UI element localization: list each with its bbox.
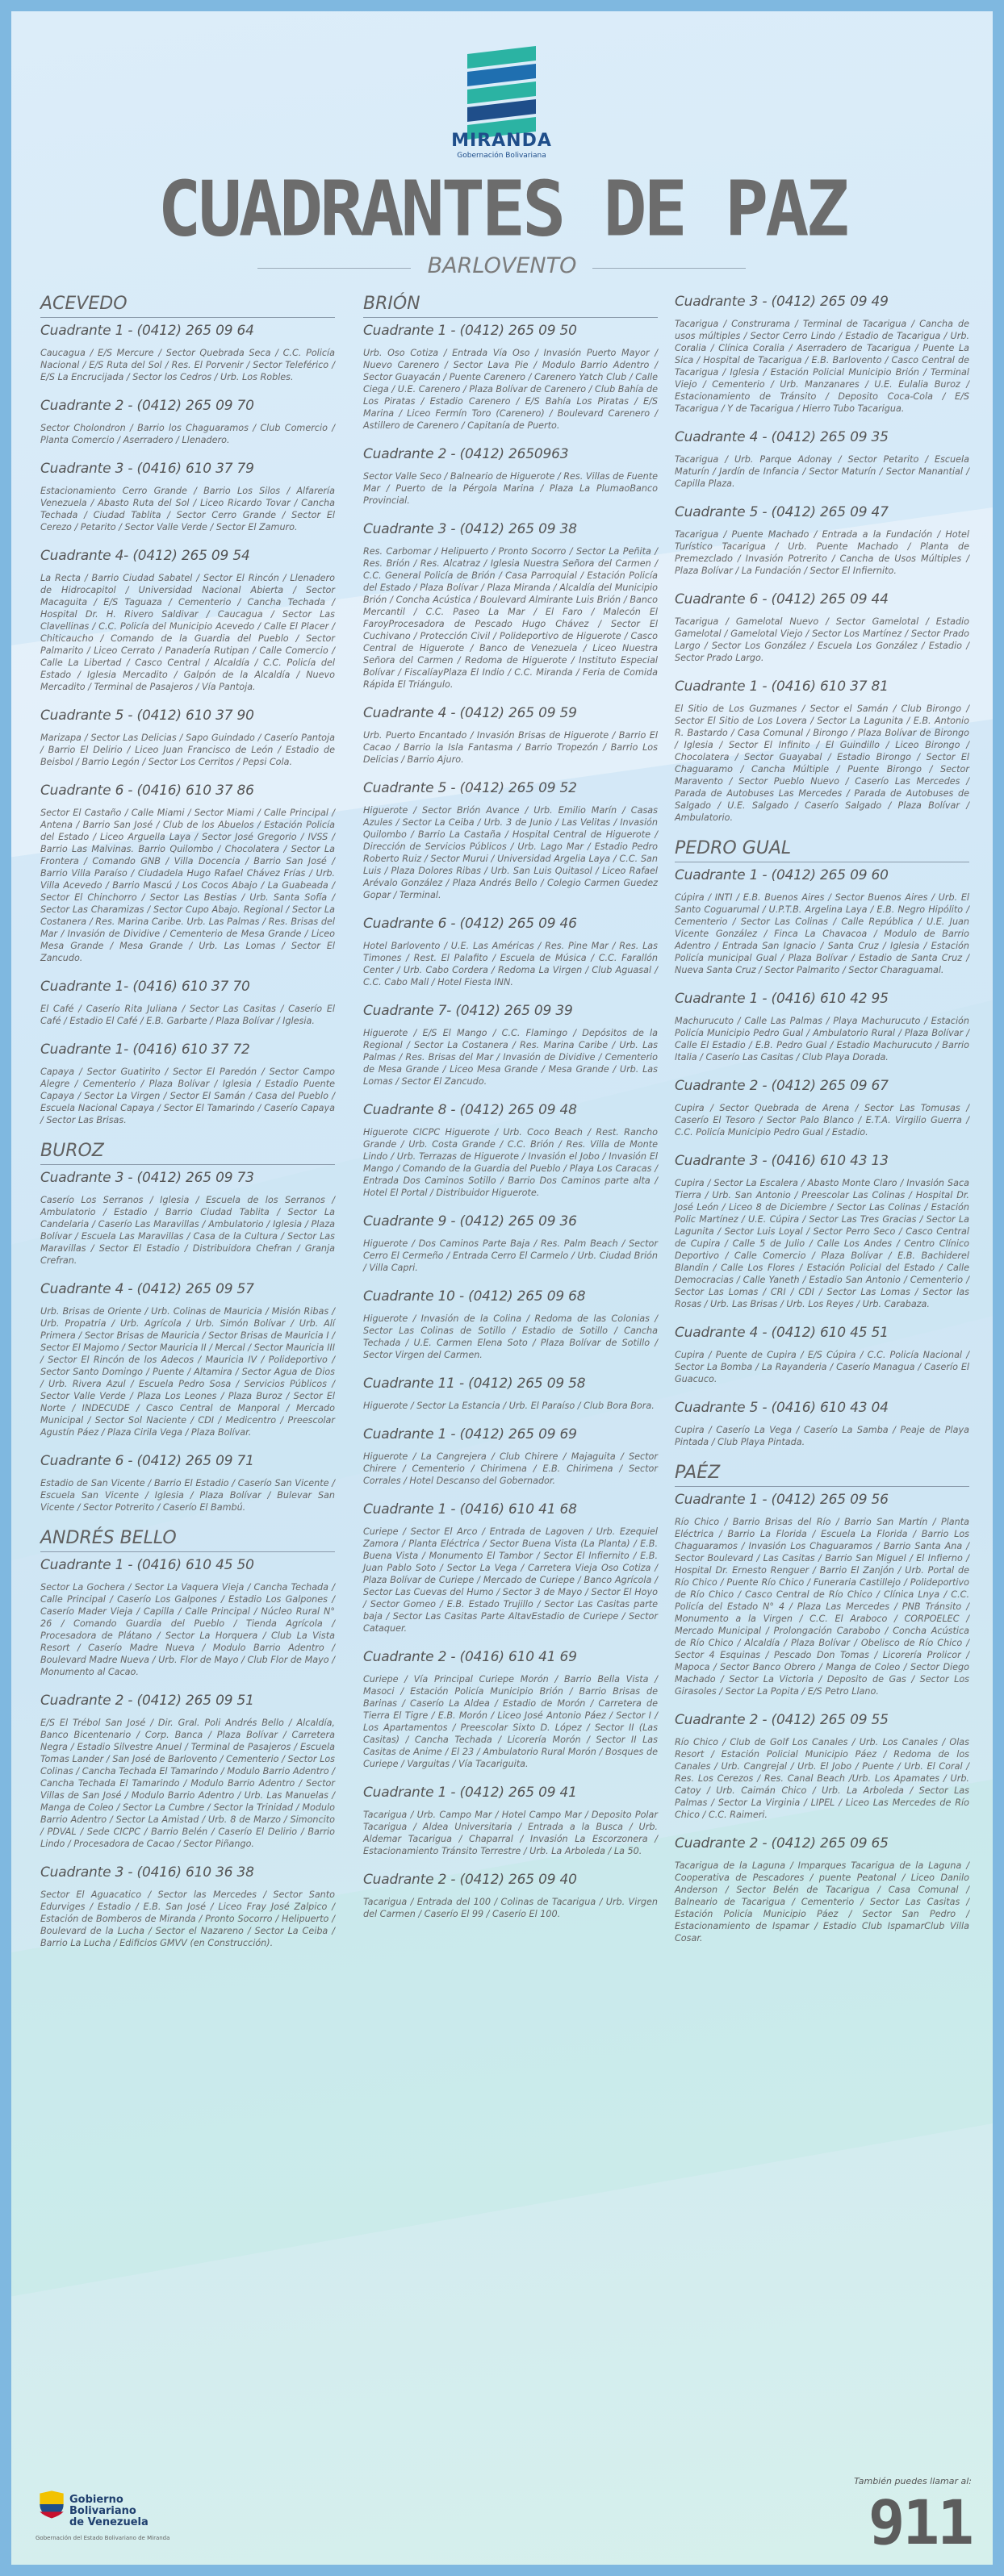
quadrant-block bbox=[40, 1170, 335, 1267]
quadrant-phone: Cuadrante 3 - (0416) 610 37 79 bbox=[40, 461, 254, 477]
divider bbox=[40, 1164, 335, 1165]
quadrant-areas: Higuerote / Sector La Estancia / Urb. El Paraíso / Club Bora Bora. bbox=[363, 1401, 655, 1411]
quadrant-phone: Cuadrante 5 - (0412) 265 09 47 bbox=[675, 504, 889, 520]
municipality-title: ACEVEDO bbox=[40, 294, 128, 314]
quadrant-phone: Cuadrante 11 - (0412) 265 09 58 bbox=[363, 1376, 586, 1392]
quadrant-areas: La Recta / Barrio Ciudad Sabatel / Sector El Rincón / Llenadero de Hidrocapitol / Universidad Nacional Abierta / Sector Macaguita / E/S Taguaza / Cementerio / Cancha Techada / Hospital Dr. H. Rivero Saldivar / Caucagua / Sector Las Clavellinas / C.C. Policía del Municipio Acevedo / Calle El Placer / Chiticaucho / Comando de la Guardia del Pueblo / Sector Palmarito / Liceo Cerrato / Panadería Rutipan / Calle Comercio / Calle La Libertad / Casco Central / Alcaldía / C.C. Policía del Estado / Iglesia Mercadito / Galpón de la Alcaldía / Nuevo Mercadito / Terminal de Pasajeros / Vía Pantoja. bbox=[40, 573, 335, 692]
quadrant-block bbox=[675, 867, 969, 976]
quadrant-areas: Tacarigua / Gamelotal Nuevo / Sector Gamelotal / Estadio Gamelotal / Gamelotal Viejo / Sector Los Martínez / Sector Prado Largo / Sector Los González / Escuela Los González / Estadio / Sector Prado Largo. bbox=[675, 616, 969, 663]
quadrant-block bbox=[363, 323, 658, 432]
quadrant-areas: Estadio de San Vicente / Barrio El Estadio / Caserío San Vicente / Escuela San Vicente / Iglesia / Plaza Bolívar / Bulevar San Vicente / Sector Potrerito / Caserío El Bambú. bbox=[40, 1478, 335, 1513]
quadrant-areas: Machurucuto / Calle Las Palmas / Playa Machurucuto / Estación Policía Municipio Pedro Gual / Ambulatorio Rural / Plaza Bolívar / Calle El Estadio / E.B. Pedro Gual / Estadio Machurucuto / Barrio Italia / Caserío Las Casitas / Club Playa Dorada. bbox=[675, 1016, 969, 1063]
quadrant-areas: Tacarigua / Puente Machado / Entrada a la Fundación / Hotel Turístico Tacarigua / Urb. Puente Machado / Planta de Premezclado / Invasión Potrerito / Cancha de Usos Múltiples / Plaza Bolívar / La Fundación / Sector El Infiernito. bbox=[675, 529, 969, 576]
municipality-title: ANDRÉS BELLO bbox=[40, 1528, 177, 1548]
quadrant-block bbox=[675, 1492, 969, 1697]
quadrant-block bbox=[363, 1501, 658, 1635]
quadrant-phone: Cuadrante 4- (0412) 265 09 54 bbox=[40, 548, 250, 564]
quadrant-areas: Caserío Los Serranos / Iglesia / Escuela de los Serranos / Ambulatorio / Estadio / Barrio Ciudad Tablita / Sector La Candelaria / Caserío Las Maravillas / Ambulatorio / Iglesia / Plaza Bolívar / Escuela Las Maravillas / Casa de la Cultura / Sector Las Maravillas / Sector El Estadio / Distribuidora Chefran / Granja Crefran. bbox=[40, 1195, 335, 1266]
quadrant-areas: Río Chico / Barrio Brisas del Río / Barrio San Martín / Planta Eléctrica / Barrio La Florida / Escuela La Florida / Barrio Los Chaguaramos / Invasión Los Chaguaramos / Barrio Santa Ana / Sector Boulevard / Las Casitas / Barrio San Miguel / El Infierno / Hospital Dr. Ernesto Renguer / Barrio El Zanjón / Urb. Portal de Río Chico / Puente Río Chico / Funeraria Castillejo / Polideportivo de Río Chico / Casco Central de Río Chico / Clínica Lnya / C.C. Policía del Estado N° 4 / Plaza Las Mercedes / PNB Tránsito / Monumento a la Virgen / C.C. El Araboco / CORPOELEC / Mercado Municipal / Prolongación Carabobo / Concha Acústica de Río Chico / Alcaldía / Plaza Bolívar / Obelisco de Río Chico / Sector 4 Esquinas / Pescado Don Tomas / Licorería Prolicor / Mapoca / Sector Banco Obrero / Manga de Coleo / Sector Diego Machado / Sector La Victoria / Deposito de Gas / Sector Los Girasoles / Sector La Popita / E/S Petro Llano. bbox=[675, 1517, 969, 1697]
quadrant-phone: Cuadrante 10 - (0412) 265 09 68 bbox=[363, 1288, 586, 1305]
quadrant-areas: Urb. Brisas de Oriente / Urb. Colinas de Mauricia / Misión Ribas / Urb. Propatria / Urb. Agrícola / Urb. Simón Bolívar / Urb. Alí Primera / Sector Brisas de Mauricia / Sector Brisas de Mauricia I / Sector El Majomo / Sector Mauricia II / Mercal / Sector Mauricia III / Sector El Rincón de los Adecos / Mauricia IV / Polideportivo / Sector Santo Domingo / Puente / Altamira / Sector Agua de Dios / Urb. Rivera Azul / Escuela Pedro Sosa / Servicios Públicos / Sector Valle Verde / Plaza Los Leones / Plaza Buroz / Sector El Norte / INDECUDE / Casco Central de Manporal / Mercado Municipal / Sector Sol Naciente / CDI / Medicentro / Preescolar Agustín Páez / Plaza Cirila Vega / Plaza Bolívar. bbox=[40, 1306, 335, 1438]
quadrant-areas: Marizapa / Sector Las Delicias / Sapo Guindado / Caserío Pantoja / Barrio El Delirio / Liceo Juan Francisco de León / Estadio de Beisbol / Barrio Legón / Sector Los Cerritos / Pepsi Cola. bbox=[40, 733, 335, 767]
quadrant-areas: Sector El Castaño / Calle Miami / Sector Miami / Calle Principal / Antena / Barrio San José / Club de los Abuelos / Estación Policía del Estado / Liceo Arguella Laya / Sector José Gregorio / IVSS / Barrio Las Malvinas. Barrio Quilombo / Chocolatera / Sector La Frontera / Comando GNB / Villa Docencia / Barrio San José / Barrio Villa Paraíso / Ciudadela Hugo Rafael Chávez Frías / Urb. Villa Acevedo / Barrio Mascú / Los Cocos Abajo / La Guabeada / Sector El Chinchorro / Sector Las Bestias / Urb. Santa Sofía / Sector Las Charamizas / Sector Cupo Abajo. Regional / Sector La Costanera / Res. Marina Caribe. Urb. Las Palmas / Res. Brisas del Mar / Invasión de Dividive / Cementerio de Mesa Grande / Liceo Mesa Grande / Mesa Grande / Urb. Las Lomas / Sector El Zancudo. bbox=[40, 808, 335, 963]
quadrant-phone: Cuadrante 2 - (0412) 2650963 bbox=[363, 446, 569, 462]
column-1 bbox=[40, 294, 335, 1964]
quadrant-phone: Cuadrante 6 - (0412) 265 09 46 bbox=[363, 916, 577, 932]
quadrant-areas: Tacarigua / Construrama / Terminal de Tacarigua / Cancha de usos múltiples / Sector Cerro Lindo / Estadio de Tacarigua / Urb. Coralia / Clínica Coralia / Aserradero de Tacarigua / Puente La Sica / Hospital de Tacarigua / E.B. Barlovento / Casco Central de Tacarigua / Iglesia / Estación Policial Municipio Brión / Terminal Viejo / Cementerio / Urb. Manzanares / U.E. Eulalia Buroz / Estacionamiento de Tránsito / Deposito Coca-Cola / E/S Tacarigua / Y de Tacarigua / Hierro Tubo Tacarigua. bbox=[675, 319, 969, 414]
quadrant-areas: Cupira / Caserío La Vega / Caserío La Samba / Peaje de Playa Pintada / Club Playa Pintada. bbox=[675, 1425, 969, 1447]
municipality-title: PEDRO GUAL bbox=[675, 838, 792, 858]
quadrant-areas: Cupira / Puente de Cupira / E/S Cúpira / C.C. Policía Nacional / Sector La Bomba / La Rayanderia / Caserío Managua / Caserío El Guacuco. bbox=[675, 1350, 969, 1384]
quadrant-areas: Hotel Barlovento / U.E. Las Américas / Res. Pine Mar / Res. Las Timones / Rest. El Palafito / Escuela de Música / C.C. Farallón Center / Urb. Cabo Cordera / Redoma La Virgen / Club Aguasal / C.C. Cabo Mall / Hotel Fiesta INN. bbox=[363, 941, 658, 987]
quadrant-block bbox=[40, 1281, 335, 1438]
quadrant-block bbox=[363, 1376, 658, 1412]
divider bbox=[40, 317, 335, 318]
divider bbox=[363, 317, 658, 318]
quadrant-phone: Cuadrante 6 - (0412) 265 09 44 bbox=[675, 591, 889, 607]
quadrant-block bbox=[40, 548, 335, 693]
quadrant-block bbox=[363, 521, 658, 691]
quadrant-phone: Cuadrante 2 - (0416) 610 41 69 bbox=[363, 1649, 577, 1665]
quadrant-areas: Tacarigua / Urb. Campo Mar / Hotel Campo Mar / Deposito Polar Tacarigua / Aldea Universitaria / Entrada a la Busca / Urb. Aldemar Tacarigua / Chaparral / Invasión La Escorzonera / Estacionamiento Tránsito Terrestre / Urb. La Arboleda / La 50. bbox=[363, 1810, 658, 1856]
quadrant-areas: Caucagua / E/S Mercure / Sector Quebrada Seca / C.C. Policía Nacional / E/S Ruta del Sol / Res. El Porvenir / Sector Teleférico / E/S La Encrucijada / Sector los Cedros / Urb. Los Robles. bbox=[40, 348, 335, 382]
quadrant-areas: Higuerote / La Cangrejera / Club Chirere / Majaguita / Sector Chirere / Cementerio / Chirimena / E.B. Chirimena / Sector Corrales / Hotel Descanso del Gobernador. bbox=[363, 1451, 658, 1486]
quadrant-areas: Higuerote / Dos Caminos Parte Baja / Res. Palm Beach / Sector Cerro El Cermeño / Entrada Cerro El Carmelo / Urb. Ciudad Brión / Villa Capri. bbox=[363, 1238, 658, 1273]
quadrant-phone: Cuadrante 1 - (0416) 610 45 50 bbox=[40, 1557, 254, 1573]
quadrant-block bbox=[675, 678, 969, 824]
quadrant-phone: Cuadrante 2 - (0412) 265 09 67 bbox=[675, 1078, 889, 1094]
quadrant-block bbox=[675, 294, 969, 415]
quadrant-block bbox=[675, 1835, 969, 1944]
quadrant-areas: Curiepe / Vía Principal Curiepe Morón / Barrio Bella Vista / Masoci / Estación Policía Municipio Brión / Barrio Brisas de Barinas / Caserío La Aldea / Estadio de Morón / Carretera de Tierra El Tigre / E.B. Morón / Liceo José Antonio Páez / Sector I / Los Apartamentos / Preescolar Sixto D. López / Sector II (Las Casitas) / Cancha Techada / Licorería Morón / Sector II Las Casitas de Anime / El 23 / Ambulatorio Rural Morón / Bosques de Curiepe / Varguitas / Vía Tacariguita. bbox=[363, 1674, 658, 1769]
municipality-title: BUROZ bbox=[40, 1141, 104, 1161]
quadrant-block bbox=[40, 398, 335, 446]
quadrant-block bbox=[363, 1785, 658, 1857]
divider bbox=[40, 1551, 335, 1552]
quadrant-phone: Cuadrante 3 - (0412) 265 09 38 bbox=[363, 521, 577, 537]
quadrant-phone: Cuadrante 4 - (0412) 265 09 57 bbox=[40, 1281, 254, 1297]
quadrant-block bbox=[40, 461, 335, 533]
quadrant-phone: Cuadrante 3 - (0412) 265 09 73 bbox=[40, 1170, 254, 1186]
quadrant-phone: Cuadrante 1 - (0412) 265 09 64 bbox=[40, 323, 254, 339]
quadrant-areas: Sector El Aguacatico / Sector las Mercedes / Sector Santo Edurviges / Estadio / E.B. San José / Liceo Fray José Zalpico / Estación de Bomberos de Miranda / Pronto Socorro / Helipuerto / Boulevard de la Lucha / Sector el Nazareno / Sector La Ceiba / Barrio La Lucha / Edificios GMVV (en Construcción). bbox=[40, 1889, 335, 1948]
quadrant-phone: Cuadrante 6 - (0412) 265 09 71 bbox=[40, 1453, 254, 1469]
quadrant-phone: Cuadrante 8 - (0412) 265 09 48 bbox=[363, 1102, 577, 1118]
quadrant-phone: Cuadrante 2 - (0412) 265 09 70 bbox=[40, 398, 254, 414]
quadrant-block bbox=[675, 1712, 969, 1821]
quadrant-areas: Higuerote / E/S El Mango / C.C. Flamingo / Depósitos de la Regional / Sector La Costanera / Res. Marina Caribe / Urb. Las Palmas / Res. Brisas del Mar / Invasión de Dividive / Cementerio de Mesa Grande / Liceo Mesa Grande / Mesa Grande / Urb. Las Lomas / Sector El Zancudo. bbox=[363, 1028, 658, 1087]
quadrant-areas: Río Chico / Club de Golf Los Canales / Urb. Los Canales / Olas Resort / Estación Policial Municipio Páez / Redoma de los Canales / Urb. Cangrejal / Urb. El Jobo / Puente / Urb. El Coral / Res. Los Cerezos / Res. Canal Beach /Urb. Los Apamates / Urb. Catoy / Urb. Caimán Chico / Urb. La Arboleda / Sector Las Palmas / Sector La Virginia / LIPEL / Liceo Las Mercedes de Río Chico / C.C. Raimeri. bbox=[675, 1737, 969, 1820]
quadrant-phone: Cuadrante 1 - (0412) 265 09 50 bbox=[363, 323, 577, 339]
quadrant-block bbox=[363, 1649, 658, 1770]
quadrant-block bbox=[40, 1557, 335, 1678]
quadrant-block bbox=[40, 783, 335, 964]
quadrant-areas: Capaya / Sector Guatirito / Sector El Paredón / Sector Campo Alegre / Cementerio / Plaza Bolívar / Iglesia / Estadio Puente Capaya / Sector La Virgen / Sector El Samán / Casa del Pueblo / Escuela Nacional Capaya / Sector El Tamarindo / Caserío Capaya / Sector Las Brisas. bbox=[40, 1067, 335, 1125]
column-2 bbox=[363, 294, 658, 1935]
quadrant-block bbox=[363, 1288, 658, 1361]
quadrant-areas: Curiepe / Sector El Arco / Entrada de Lagoven / Urb. Ezequiel Zamora / Planta Eléctrica / Sector Buena Vista (La Planta) / E.B. Buena Vista / Monumento El Tambor / Sector El Infiernito / E.B. Juan Pablo Soto / Sector La Vega / Carretera Vieja Oso Cotiza / Plaza Bolívar de Curiepe / Mercado de Curiepe / Banco Agrícola / Sector Las Cuevas del Humo / Sector 3 de Mayo / Sector El Hoyo / Sector Gomeo / E.B. Estado Trujillo / Sector Las Casitas parte baja / Sector Las Casitas Parte AltavEstadio de Curiepe / Sector Cataquer. bbox=[363, 1526, 658, 1634]
quadrant-phone: Cuadrante 7- (0412) 265 09 39 bbox=[363, 1003, 573, 1019]
quadrant-areas: Urb. Puerto Encantado / Invasión Brisas de Higuerote / Barrio El Cacao / Barrio la Isla Fantasma / Barrio Tropezón / Barrio Los Delicias / Barrio Ajuro. bbox=[363, 730, 658, 765]
quadrant-phone: Cuadrante 4 - (0412) 265 09 35 bbox=[675, 429, 889, 445]
quadrant-phone: Cuadrante 3 - (0416) 610 43 13 bbox=[675, 1153, 889, 1169]
quadrant-block bbox=[363, 916, 658, 988]
quadrant-phone: Cuadrante 1 - (0416) 610 37 81 bbox=[675, 678, 889, 695]
quadrant-phone: Cuadrante 2 - (0412) 265 09 65 bbox=[675, 1835, 889, 1852]
municipality-title: PAÉZ bbox=[675, 1463, 721, 1483]
quadrant-block bbox=[363, 1003, 658, 1088]
quadrant-block bbox=[363, 1426, 658, 1487]
quadrant-phone: Cuadrante 1 - (0412) 265 09 60 bbox=[675, 867, 889, 883]
poster bbox=[11, 11, 993, 2565]
quadrant-block bbox=[363, 1872, 658, 1920]
quadrant-areas: El Café / Caserío Rita Juliana / Sector Las Casitas / Caserío El Café / Estadio El Café / E.B. Garbarte / Plaza Bolívar / Iglesia. bbox=[40, 1004, 335, 1026]
page-subtitle: BARLOVENTO bbox=[427, 253, 577, 278]
call-label: También puedes llamar al: bbox=[854, 2476, 972, 2486]
quadrant-areas: Sector La Gochera / Sector La Vaquera Vieja / Cancha Techada / Calle Principal / Caserío Los Galpones / Estadio Los Galpones / Caserío Mader Vieja / Capilla / Calle Principal / Núcleo Rural N° 26 / Comando Guardia del Pueblo / Tienda Agrícola / Procesadora de Plátano / Sector La Horquera / Club La Vista Resort / Caserío Madre Nueva / Modulo Barrio Adentro / Boulevard Madre Nueva / Urb. Flor de Mayo / Club Flor de Mayo / Monumento al Cacao. bbox=[40, 1582, 335, 1677]
quadrant-block bbox=[40, 1042, 335, 1126]
quadrant-phone: Cuadrante 1 - (0416) 610 42 95 bbox=[675, 991, 889, 1007]
quadrant-areas: Cupira / Sector La Escalera / Abasto Monte Claro / Invasión Saca Tierra / Urb. San Antonio / Preescolar Las Colinas / Hospital Dr. José León / Liceo 8 de Diciembre / Sector Las Colinas / Estación Polic Martínez / U.E. Cúpira / Sector Las Tres Gracias / Sector La Lagunita / Sector Luis Loyal / Sector Perro Seco / Casco Central de Cupira / Calle 5 de Julio / Calle Los Andes / Centro Clínico Deportivo / Calle Comercio / Plaza Bolívar / E.B. Bachiderel Blandin / Calle Los Flores / Estación Policial del Estado / Calle Democracias / Calle Yaneth / Estadio San Antonio / Cementerio / Sector Las Lomas / CRI / CDI / Sector Las Lomas / Sector las Rosas / Urb. Las Brisas / Urb. Los Reyes / Urb. Carabaza. bbox=[675, 1178, 969, 1309]
quadrant-block bbox=[40, 1693, 335, 1850]
divider bbox=[675, 1486, 969, 1487]
brand-sub: Gobernación Bolivariana bbox=[457, 152, 546, 160]
quadrant-block bbox=[675, 1325, 969, 1385]
quadrant-phone: Cuadrante 1 - (0416) 610 41 68 bbox=[363, 1501, 577, 1518]
quadrant-phone: Cuadrante 6 - (0416) 610 37 86 bbox=[40, 783, 254, 799]
quadrant-phone: Cuadrante 4 - (0412) 610 45 51 bbox=[675, 1325, 889, 1341]
quadrant-areas: Higuerote / Invasión de la Colina / Redoma de las Colonias / Sector Las Colinas de Sotillo / Estadio de Sotillo / Cancha Techada / U.E. Carmen Elena Soto / Plaza Bolívar de Sotillo / Sector Virgen del Carmen. bbox=[363, 1313, 658, 1360]
quadrant-phone: Cuadrante 5 - (0416) 610 43 04 bbox=[675, 1400, 889, 1416]
quadrant-areas: Cupira / Sector Quebrada de Arena / Sector Las Tomusas / Caserío El Tesoro / Sector Palo Blanco / E.T.A. Virgilio Guerra / C.C. Policía Municipio Pedro Gual / Estadio. bbox=[675, 1103, 969, 1138]
quadrant-block bbox=[363, 446, 658, 507]
quadrant-phone: Cuadrante 1- (0416) 610 37 70 bbox=[40, 979, 250, 995]
quadrant-block bbox=[675, 504, 969, 577]
quadrant-phone: Cuadrante 2 - (0412) 265 09 55 bbox=[675, 1712, 889, 1728]
quadrant-block bbox=[675, 429, 969, 490]
column-3 bbox=[675, 294, 969, 1959]
quadrant-areas: E/S El Trébol San José / Dir. Gral. Poli Andrés Bello / Alcaldía, Banco Bicentenario / Corp. Banca / Plaza Bolívar / Carretera Negra / Estadio Silvestre Anuel / Terminal de Pasajeros / Escuela Tomas Lander / San José de Barlovento / Cementerio / Sector Los Colinas / Cancha Techada El Tamarindo / Modulo Barrio Adentro / Cancha Techada El Tamarindo / Modulo Barrio Adentro / Sector Villas de San José / Modulo Barrio Adentro / Urb. Las Manuelas / Manga de Coleo / Sector La Cumbre / Sector la Trinidad / Modulo Barrio Adentro / Sector La Amistad / Urb. 8 de Marzo / Simoncito / PDVAL / Sede CICPC / Barrio Belén / Caserío El Delirio / Barrio Lindo / Procesadora de Cacao / Sector Piñango. bbox=[40, 1718, 335, 1849]
quadrant-areas: Higuerote / Sector Brión Avance / Urb. Emilio Marín / Casas Azules / Sector La Ceiba / Urb. 3 de Junio / Las Velitas / Invasión Quilombo / Barrio La Castaña / Hospital Central de Higuerote / Dirección de Servicios Públicos / Urb. Lago Mar / Estadio Pedro Roberto Ruiz / Sector Murui / Universidad Argelia Laya / C.C. San Luis / Plaza Dolores Ribas / Urb. San Luis Quitasol / Liceo Rafael Arévalo González / Plaza Andrés Bello / Colegio Carmen Guedez Gopar / Terminal. bbox=[363, 805, 658, 900]
gov-logo-text: Gobierno Bolivariano de Venezuela bbox=[69, 2494, 149, 2528]
quadrant-areas: Higuerote CICPC Higuerote / Urb. Coco Beach / Rest. Rancho Grande / Urb. Costa Grande / C.C. Brión / Res. Villa de Monte Lindo / Urb. Terrazas de Higuerote / Invasión el Jobo / Invasión El Mango / Comando de la Guardia del Pueblo / Playa Los Caracas / Entrada Dos Caminos Sotillo / Barrio Dos Caminos parte alta / Hotel El Portal / Distribuidor Higuerote. bbox=[363, 1127, 658, 1198]
quadrant-block bbox=[40, 708, 335, 768]
quadrant-areas: El Sitio de Los Guzmanes / Sector el Samán / Club Birongo / Sector El Sitio de Los Lovera / Sector La Lagunita / E.B. Antonio R. Bastardo / Casa Comunal / Birongo / Plaza Bolívar de Birongo / Iglesia / Sector El Infinito / El Guindillo / Liceo Birongo / Chocolatera / Sector Guayabal / Estadio Birongo / Sector El Chaguaramo / Cancha Múltiple / Puente Birongo / Sector Maravento / Sector Pueblo Nuevo / Caserío Las Mercedes / Parada de Autobuses Las Mercedes / Parada de Autobuses de Salgado / U.E. Salgado / Caserío Salgado / Plaza Bolívar / Ambulatorio. bbox=[675, 703, 969, 823]
quadrant-areas: Tacarigua / Entrada del 100 / Colinas de Tacarigua / Urb. Virgen del Carmen / Caserío El 99 / Caserío El 100. bbox=[363, 1897, 658, 1919]
quadrant-phone: Cuadrante 1 - (0412) 265 09 56 bbox=[675, 1492, 889, 1508]
gov-sub: Gobernación del Estado Bolivariano de Miranda bbox=[36, 2535, 170, 2541]
quadrant-block bbox=[675, 591, 969, 664]
quadrant-phone: Cuadrante 9 - (0412) 265 09 36 bbox=[363, 1213, 577, 1230]
quadrant-areas: Sector Cholondron / Barrio los Chaguaramos / Club Comercio / Planta Comercio / Aserradero / Llenadero. bbox=[40, 423, 335, 445]
municipality-title: BRIÓN bbox=[363, 294, 420, 314]
quadrant-block bbox=[363, 1213, 658, 1274]
quadrant-phone: Cuadrante 3 - (0412) 265 09 49 bbox=[675, 294, 889, 310]
quadrant-areas: Cúpira / INTI / E.B. Buenos Aires / Sector Buenos Aires / Urb. El Santo Coguarumal / U.P.T.B. Argelina Laya / E.B. Negro Hipólito / Cementerio / Sector Las Colinas / Calle República / U.E. Juan Vicente González / Finca La Chavacoa / Modulo de Barrio Adentro / Entrada San Ignacio / Santa Cruz / Iglesia / Estación Policía municipal Gual / Plaza Bolívar / Estadio de Santa Cruz / Nueva Santa Cruz / Sector Palmarito / Sector Charaguamal. bbox=[675, 892, 969, 975]
quadrant-phone: Cuadrante 5 - (0412) 265 09 52 bbox=[363, 780, 577, 796]
quadrant-phone: Cuadrante 3 - (0416) 610 36 38 bbox=[40, 1864, 254, 1881]
quadrant-block bbox=[363, 1102, 658, 1199]
quadrant-areas: Tacarigua / Urb. Parque Adonay / Sector Petarito / Escuela Maturín / Jardín de Infancia / Sector Maturín / Sector Manantial / Capilla Plaza. bbox=[675, 454, 969, 489]
emergency-number: 911 bbox=[868, 2486, 972, 2558]
quadrant-block bbox=[40, 1864, 335, 1949]
quadrant-block bbox=[675, 1153, 969, 1310]
quadrant-areas: Urb. Oso Cotiza / Entrada Vía Oso / Invasión Puerto Mayor / Nuevo Carenero / Sector Lava Pie / Modulo Barrio Adentro / Sector Guayacán / Puente Carenero / Carenero Yatch Club / Calle Ciega / U.E. Carenero / Plaza Bolívar de Carenero / Club Bahía de Los Piratas / Estadio Carenero / E/S Bahía Los Piratas / E/S Marina / Liceo Fermín Toro (Carenero) / Boulevard Carenero / Astillero de Carenero / Capitanía de Puerto. bbox=[363, 348, 658, 431]
quadrant-block bbox=[675, 1400, 969, 1448]
quadrant-phone: Cuadrante 1- (0416) 610 37 72 bbox=[40, 1042, 250, 1058]
quadrant-phone: Cuadrante 4 - (0412) 265 09 59 bbox=[363, 705, 577, 721]
quadrant-areas: Sector Valle Seco / Balneario de Higuerote / Res. Villas de Fuente Mar / Puerto de la Pérgola Marina / Plaza La PlumaoBanco Provincial. bbox=[363, 471, 658, 506]
quadrant-block bbox=[675, 1078, 969, 1138]
quadrant-phone: Cuadrante 2 - (0412) 265 09 40 bbox=[363, 1872, 577, 1888]
quadrant-block bbox=[40, 1453, 335, 1513]
page-title: CUADRANTES DE PAZ bbox=[157, 165, 847, 254]
quadrant-phone: Cuadrante 5 - (0412) 610 37 90 bbox=[40, 708, 254, 724]
quadrant-block bbox=[675, 991, 969, 1063]
quadrant-block bbox=[363, 705, 658, 766]
quadrant-block bbox=[40, 979, 335, 1027]
quadrant-block bbox=[40, 323, 335, 383]
quadrant-phone: Cuadrante 2 - (0412) 265 09 51 bbox=[40, 1693, 254, 1709]
quadrant-areas: Res. Carbomar / Helipuerto / Pronto Socorro / Sector La Peñita / Res. Brión / Res. Alcatraz / Iglesia Nuestra Señora del Carmen / C.C. General Policía de Brión / Casa Parroquial / Estación Policía del Estado / Plaza Bolívar / Plaza Miranda / Alcaldía del Municipio Brión / Concha Acústica / Boulevard Almirante Luis Brión / Banco Mercantil / C.C. Paseo La Mar / El Faro / Malecón El FaroyProcesadora de Pescado Hugo Chávez / Sector El Cuchivano / Protección Civil / Polideportivo de Higuerote / Casco Central de Higuerote / Banco de Venezuela / Liceo Nuestra Señora del Carmen / Redoma de Higuerote / Instituto Especial Bolívar / FiscalíayPlaza El Indio / C.C. Miranda / Feria de Comida Rápida El Triángulo. bbox=[363, 546, 658, 690]
quadrant-block bbox=[363, 780, 658, 901]
quadrant-phone: Cuadrante 1 - (0412) 265 09 69 bbox=[363, 1426, 577, 1442]
brand-name: MIRANDA bbox=[451, 131, 552, 151]
quadrant-areas: Estacionamiento Cerro Grande / Barrio Los Silos / Alfarería Venezuela / Abasto Ruta del Sol / Liceo Ricardo Tovar / Cancha Techada / Ciudad Tablita / Sector Cerro Grande / Sector El Cerezo / Petarito / Sector Valle Verde / Sector El Zamuro. bbox=[40, 486, 335, 532]
quadrant-areas: Tacarigua de la Laguna / Imparques Tacarigua de la Laguna / Cooperativa de Pescadores / puente Peatonal / Liceo Danilo Anderson / Sector Belén de Tacarigua / Casa Comunal / Balneario de Tacarigua / Cementerio / Sector Las Casitas / Estación Policía Municipio Páez / Sector San Pedro / Estacionamiento de Ispamar / Estadio Club IspamarClub Villa Cosar. bbox=[675, 1860, 969, 1943]
gobierno-logo-icon bbox=[36, 2484, 68, 2524]
quadrant-phone: Cuadrante 1 - (0412) 265 09 41 bbox=[363, 1785, 577, 1801]
